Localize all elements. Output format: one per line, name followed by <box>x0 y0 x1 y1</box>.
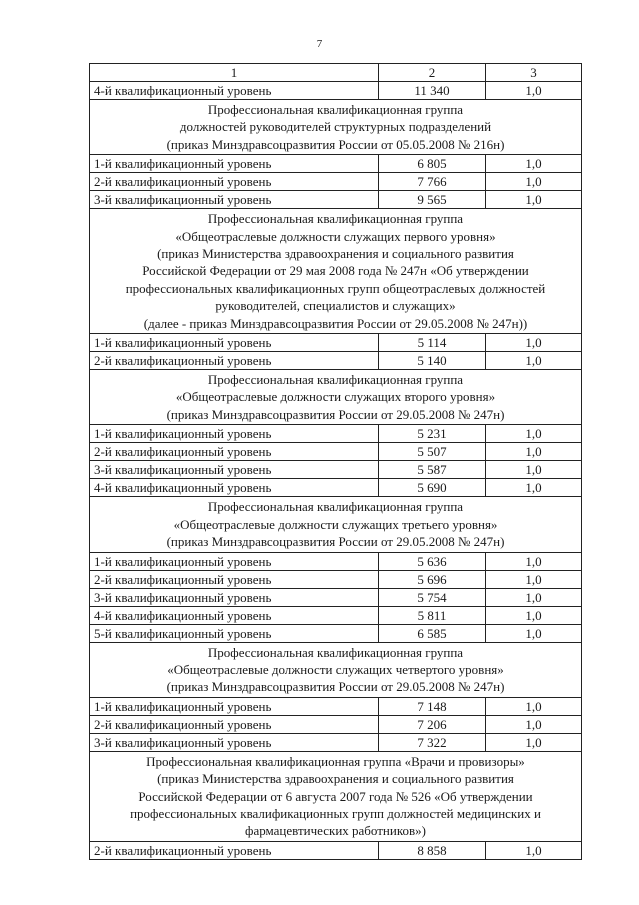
table-row <box>90 352 582 370</box>
level-label: 2-й квалификационный уровень <box>90 570 379 588</box>
group-heading-line: (приказ Минздравсоцразвития России от 29.05.2008 № 247н) <box>166 679 505 695</box>
level-label: 3-й квалификационный уровень <box>90 461 379 479</box>
coefficient: 1,0 <box>486 479 582 497</box>
group-heading-line: (приказ Минздравсоцразвития России от 29.05.2008 № 247н) <box>166 534 505 550</box>
table-row <box>90 624 582 642</box>
coefficient: 1,0 <box>486 715 582 733</box>
coefficient: 1,0 <box>486 606 582 624</box>
group-heading-line: (приказ Минздравсоцразвития России от 05.05.2008 № 216н) <box>166 136 505 152</box>
group-heading-line: должностей руководителей структурных подразделений <box>179 119 492 135</box>
level-label: 1-й квалификационный уровень <box>90 334 379 352</box>
group-heading-row <box>90 209 582 334</box>
table-row <box>90 841 582 859</box>
group-heading-line: (приказ Министерства здравоохранения и социального развития <box>157 771 514 787</box>
salary-amount: 5 754 <box>379 588 486 606</box>
group-heading-line: профессиональных квалификационных групп должностей медицинских и <box>130 805 541 821</box>
salary-amount: 5 507 <box>379 443 486 461</box>
level-label: 4-й квалификационный уровень <box>90 606 379 624</box>
group-heading-line: профессиональных квалификационных групп общеотраслевых должностей <box>125 280 546 296</box>
table-row <box>90 82 582 100</box>
table-row <box>90 443 582 461</box>
salary-amount: 9 565 <box>379 191 486 209</box>
salary-amount: 7 322 <box>379 733 486 751</box>
coefficient: 1,0 <box>486 461 582 479</box>
level-label: 2-й квалификационный уровень <box>90 352 379 370</box>
table-row <box>90 173 582 191</box>
table-row <box>90 606 582 624</box>
level-label: 1-й квалификационный уровень <box>90 552 379 570</box>
table-row <box>90 479 582 497</box>
level-label: 2-й квалификационный уровень <box>90 841 379 859</box>
coefficient: 1,0 <box>486 552 582 570</box>
group-heading <box>90 100 582 155</box>
group-heading-line: (далее - приказ Минздравсоцразвития России от 29.05.2008 № 247н)) <box>143 315 528 331</box>
coefficient: 1,0 <box>486 443 582 461</box>
table-header-row <box>90 64 582 82</box>
salary-amount: 5 231 <box>379 425 486 443</box>
table-row <box>90 334 582 352</box>
coefficient: 1,0 <box>486 82 582 100</box>
table-row <box>90 588 582 606</box>
group-heading-line: Российской Федерации от 29 мая 2008 года № 247н «Об утверждении <box>142 263 529 279</box>
table-row <box>90 570 582 588</box>
coefficient: 1,0 <box>486 425 582 443</box>
level-label: 3-й квалификационный уровень <box>90 588 379 606</box>
group-heading <box>90 209 582 334</box>
table-row <box>90 425 582 443</box>
level-label: 3-й квалификационный уровень <box>90 191 379 209</box>
salary-amount: 5 636 <box>379 552 486 570</box>
group-heading-row <box>90 497 582 552</box>
group-heading-row <box>90 100 582 155</box>
coefficient: 1,0 <box>486 334 582 352</box>
group-heading <box>90 370 582 425</box>
group-heading <box>90 751 582 841</box>
column-header-1: 1 <box>90 64 379 82</box>
level-label: 2-й квалификационный уровень <box>90 443 379 461</box>
column-header-3: 3 <box>486 64 582 82</box>
coefficient: 1,0 <box>486 173 582 191</box>
salary-amount: 6 585 <box>379 624 486 642</box>
coefficient: 1,0 <box>486 155 582 173</box>
coefficient: 1,0 <box>486 191 582 209</box>
group-heading-line: «Общеотраслевые должности служащих третьего уровня» <box>173 516 498 532</box>
salary-amount: 5 811 <box>379 606 486 624</box>
coefficient: 1,0 <box>486 697 582 715</box>
salary-table <box>89 63 582 860</box>
coefficient: 1,0 <box>486 352 582 370</box>
group-heading-row <box>90 370 582 425</box>
table-body <box>90 64 582 860</box>
salary-amount: 11 340 <box>379 82 486 100</box>
page-number: 7 <box>316 38 323 50</box>
salary-amount: 5 696 <box>379 570 486 588</box>
level-label: 1-й квалификационный уровень <box>90 425 379 443</box>
group-heading-line: Профессиональная квалификационная группа <box>207 499 464 515</box>
group-heading-line: Профессиональная квалификационная группа «Врачи и провизоры» <box>146 753 525 769</box>
group-heading-line: Профессиональная квалификационная группа <box>207 211 464 227</box>
coefficient: 1,0 <box>486 588 582 606</box>
group-heading-line: «Общеотраслевые должности служащих четвертого уровня» <box>167 661 504 677</box>
level-label: 5-й квалификационный уровень <box>90 624 379 642</box>
group-heading-line: руководителей, специалистов и служащих» <box>215 298 456 314</box>
table-row <box>90 155 582 173</box>
group-heading-row <box>90 642 582 697</box>
group-heading-line: Профессиональная квалификационная группа <box>207 372 464 388</box>
column-header-2: 2 <box>379 64 486 82</box>
level-label: 4-й квалификационный уровень <box>90 479 379 497</box>
table-row <box>90 461 582 479</box>
group-heading <box>90 497 582 552</box>
coefficient: 1,0 <box>486 624 582 642</box>
coefficient: 1,0 <box>486 570 582 588</box>
salary-amount: 5 140 <box>379 352 486 370</box>
level-label: 1-й квалификационный уровень <box>90 697 379 715</box>
salary-amount: 7 766 <box>379 173 486 191</box>
level-label: 4-й квалификационный уровень <box>90 82 379 100</box>
group-heading-row <box>90 751 582 841</box>
group-heading-line: фармацевтических работников») <box>245 823 426 839</box>
table-row <box>90 715 582 733</box>
salary-amount: 5 587 <box>379 461 486 479</box>
group-heading-line: (приказ Министерства здравоохранения и социального развития <box>157 246 514 262</box>
coefficient: 1,0 <box>486 841 582 859</box>
group-heading-line: Профессиональная квалификационная группа <box>207 102 464 117</box>
level-label: 2-й квалификационный уровень <box>90 715 379 733</box>
salary-amount: 5 114 <box>379 334 486 352</box>
group-heading-line: «Общеотраслевые должности служащих первого уровня» <box>175 228 496 244</box>
coefficient: 1,0 <box>486 733 582 751</box>
salary-amount: 7 206 <box>379 715 486 733</box>
group-heading <box>90 642 582 697</box>
level-label: 2-й квалификационный уровень <box>90 173 379 191</box>
table-row <box>90 191 582 209</box>
group-heading-line: Профессиональная квалификационная группа <box>207 644 464 660</box>
level-label: 1-й квалификационный уровень <box>90 155 379 173</box>
table-row <box>90 733 582 751</box>
salary-amount: 7 148 <box>379 697 486 715</box>
table-row <box>90 697 582 715</box>
group-heading-line: «Общеотраслевые должности служащих второго уровня» <box>175 389 496 405</box>
salary-amount: 6 805 <box>379 155 486 173</box>
salary-amount: 8 858 <box>379 841 486 859</box>
table-row <box>90 552 582 570</box>
group-heading-line: Российской Федерации от 6 августа 2007 года № 526 «Об утверждении <box>138 788 533 804</box>
group-heading-line: (приказ Минздравсоцразвития России от 29.05.2008 № 247н) <box>166 406 505 422</box>
salary-amount: 5 690 <box>379 479 486 497</box>
level-label: 3-й квалификационный уровень <box>90 733 379 751</box>
